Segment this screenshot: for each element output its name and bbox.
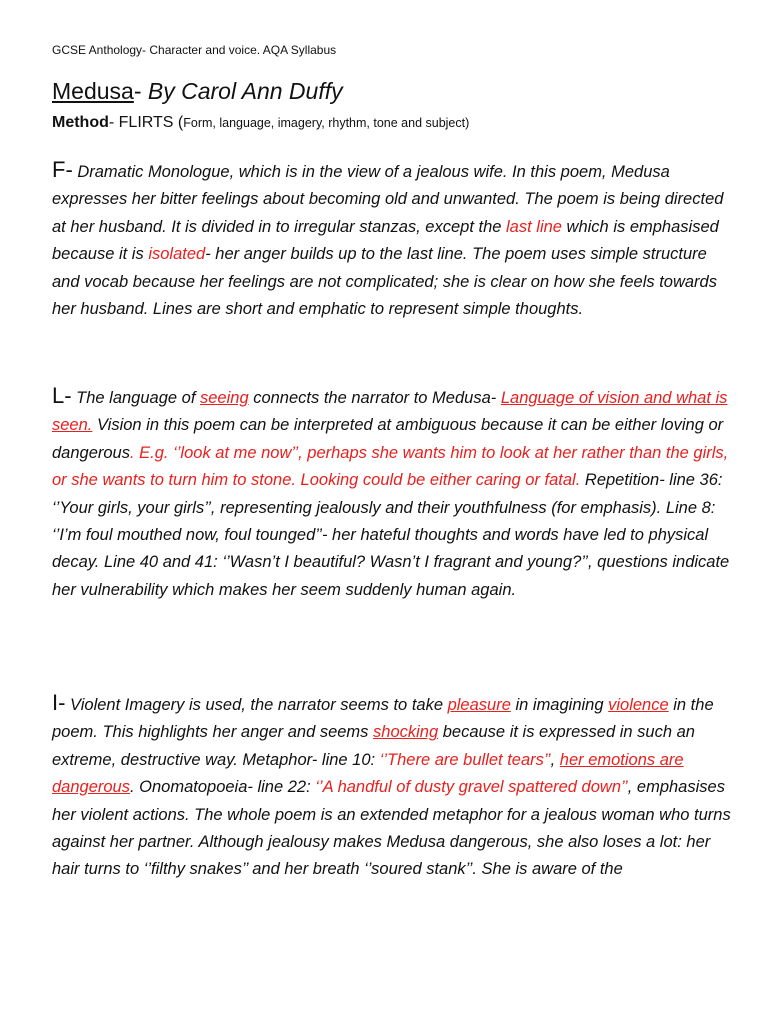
method-text: - FLIRTS ( xyxy=(108,114,184,131)
text-segment: - her anger builds up to the last line. The poem uses simple structure and vocab because her feelings are not complicated; she is clear on how she feels towards her husband. Lines are short and emphatic to represent simple thoughts. xyxy=(52,245,717,319)
underlined-highlight: violence xyxy=(608,696,669,714)
poem-title: Medusa xyxy=(52,78,134,104)
text-segment: Dramatic Monologue, which is in the view of a jealous wife. In this poem, Medusa expresses her bitter feelings about becoming old and unwanted. The poem is being directed at her husband. It is divided in to irregular stanzas, except the xyxy=(52,163,724,236)
underlined-highlight: Language of vision and what is seen. xyxy=(52,389,728,435)
section-letter-l: L- xyxy=(52,383,72,408)
underlined-highlight: her emotions are dangerous xyxy=(52,750,684,797)
section-letter-f: F- xyxy=(52,157,73,182)
text-segment: , emphasises her violent actions. The whole poem is an extended metaphor for a jealous woman who turns against her partner. Although jealousy makes Medusa dangerous, she also loses a lot: her hair turns to ‘’filthy snakes’’ and her breath ‘’soured stank’’. She is aware of the xyxy=(52,778,731,879)
method-line xyxy=(52,110,732,136)
underlined-highlight: pleasure xyxy=(447,696,511,714)
text-segment: connects the narrator to Medusa- xyxy=(248,389,501,407)
document-title xyxy=(52,74,732,108)
text-segment: in imagining xyxy=(510,696,609,714)
text-segment: The language of xyxy=(71,389,200,407)
section-imagery xyxy=(52,689,732,884)
poem-author: By Carol Ann Duffy xyxy=(147,78,343,104)
text-segment: which is emphasised because it is xyxy=(52,217,719,264)
text-segment: Repetition- line 36: ‘’Your girls, your girls’’, representing jealously and their youthfulness (for emphasis). Line 8: ‘’I’m foul mouthed now, foul tounged’’- her hateful thoughts and words have led to physical decay. Line 40 and 41: ‘’Wasn’t I beautiful? Wasn’t I fragrant and young?’’, questions indicate her vulnerability which makes her seem suddenly human again. xyxy=(52,471,730,599)
highlighted-phrase: ‘’There are bullet tears’’ xyxy=(379,750,551,769)
document-header: GCSE Anthology- Character and voice. AQA Syllabus xyxy=(52,43,337,57)
underlined-highlight: shocking xyxy=(373,723,439,742)
highlighted-phrase: last line xyxy=(506,217,562,236)
text-segment: Vision in this poem can be interpreted at ambiguous because it can be either loving or dangerous xyxy=(52,416,724,462)
method-label: Method xyxy=(52,114,109,131)
section-language xyxy=(52,382,732,604)
section-form xyxy=(52,156,732,323)
underlined-highlight: seeing xyxy=(200,389,249,407)
section-letter-i: I- xyxy=(52,690,66,715)
highlighted-phrase: . E.g. ‘’look at me now’’, perhaps she wants him to look at her rather than the girls, or she wants to turn him to stone. Looking could be either caring or fatal. xyxy=(52,443,729,490)
method-explanation: Form, language, imagery, rhythm, tone and subject) xyxy=(183,116,470,130)
highlighted-phrase: isolated xyxy=(148,245,206,264)
text-segment: in the poem. This highlights her anger and seems xyxy=(52,696,714,742)
highlighted-phrase: ‘’A handful of dusty gravel spattered down’’ xyxy=(315,778,628,797)
text-segment: , xyxy=(550,750,560,769)
text-segment: Violent Imagery is used, the narrator seems to take xyxy=(65,696,448,714)
text-segment: . Onomatopoeia- line 22: xyxy=(129,778,316,797)
text-segment: because it is expressed in such an extreme, destructive way. Metaphor- line 10: xyxy=(52,723,695,769)
title-dash: - xyxy=(133,78,148,104)
